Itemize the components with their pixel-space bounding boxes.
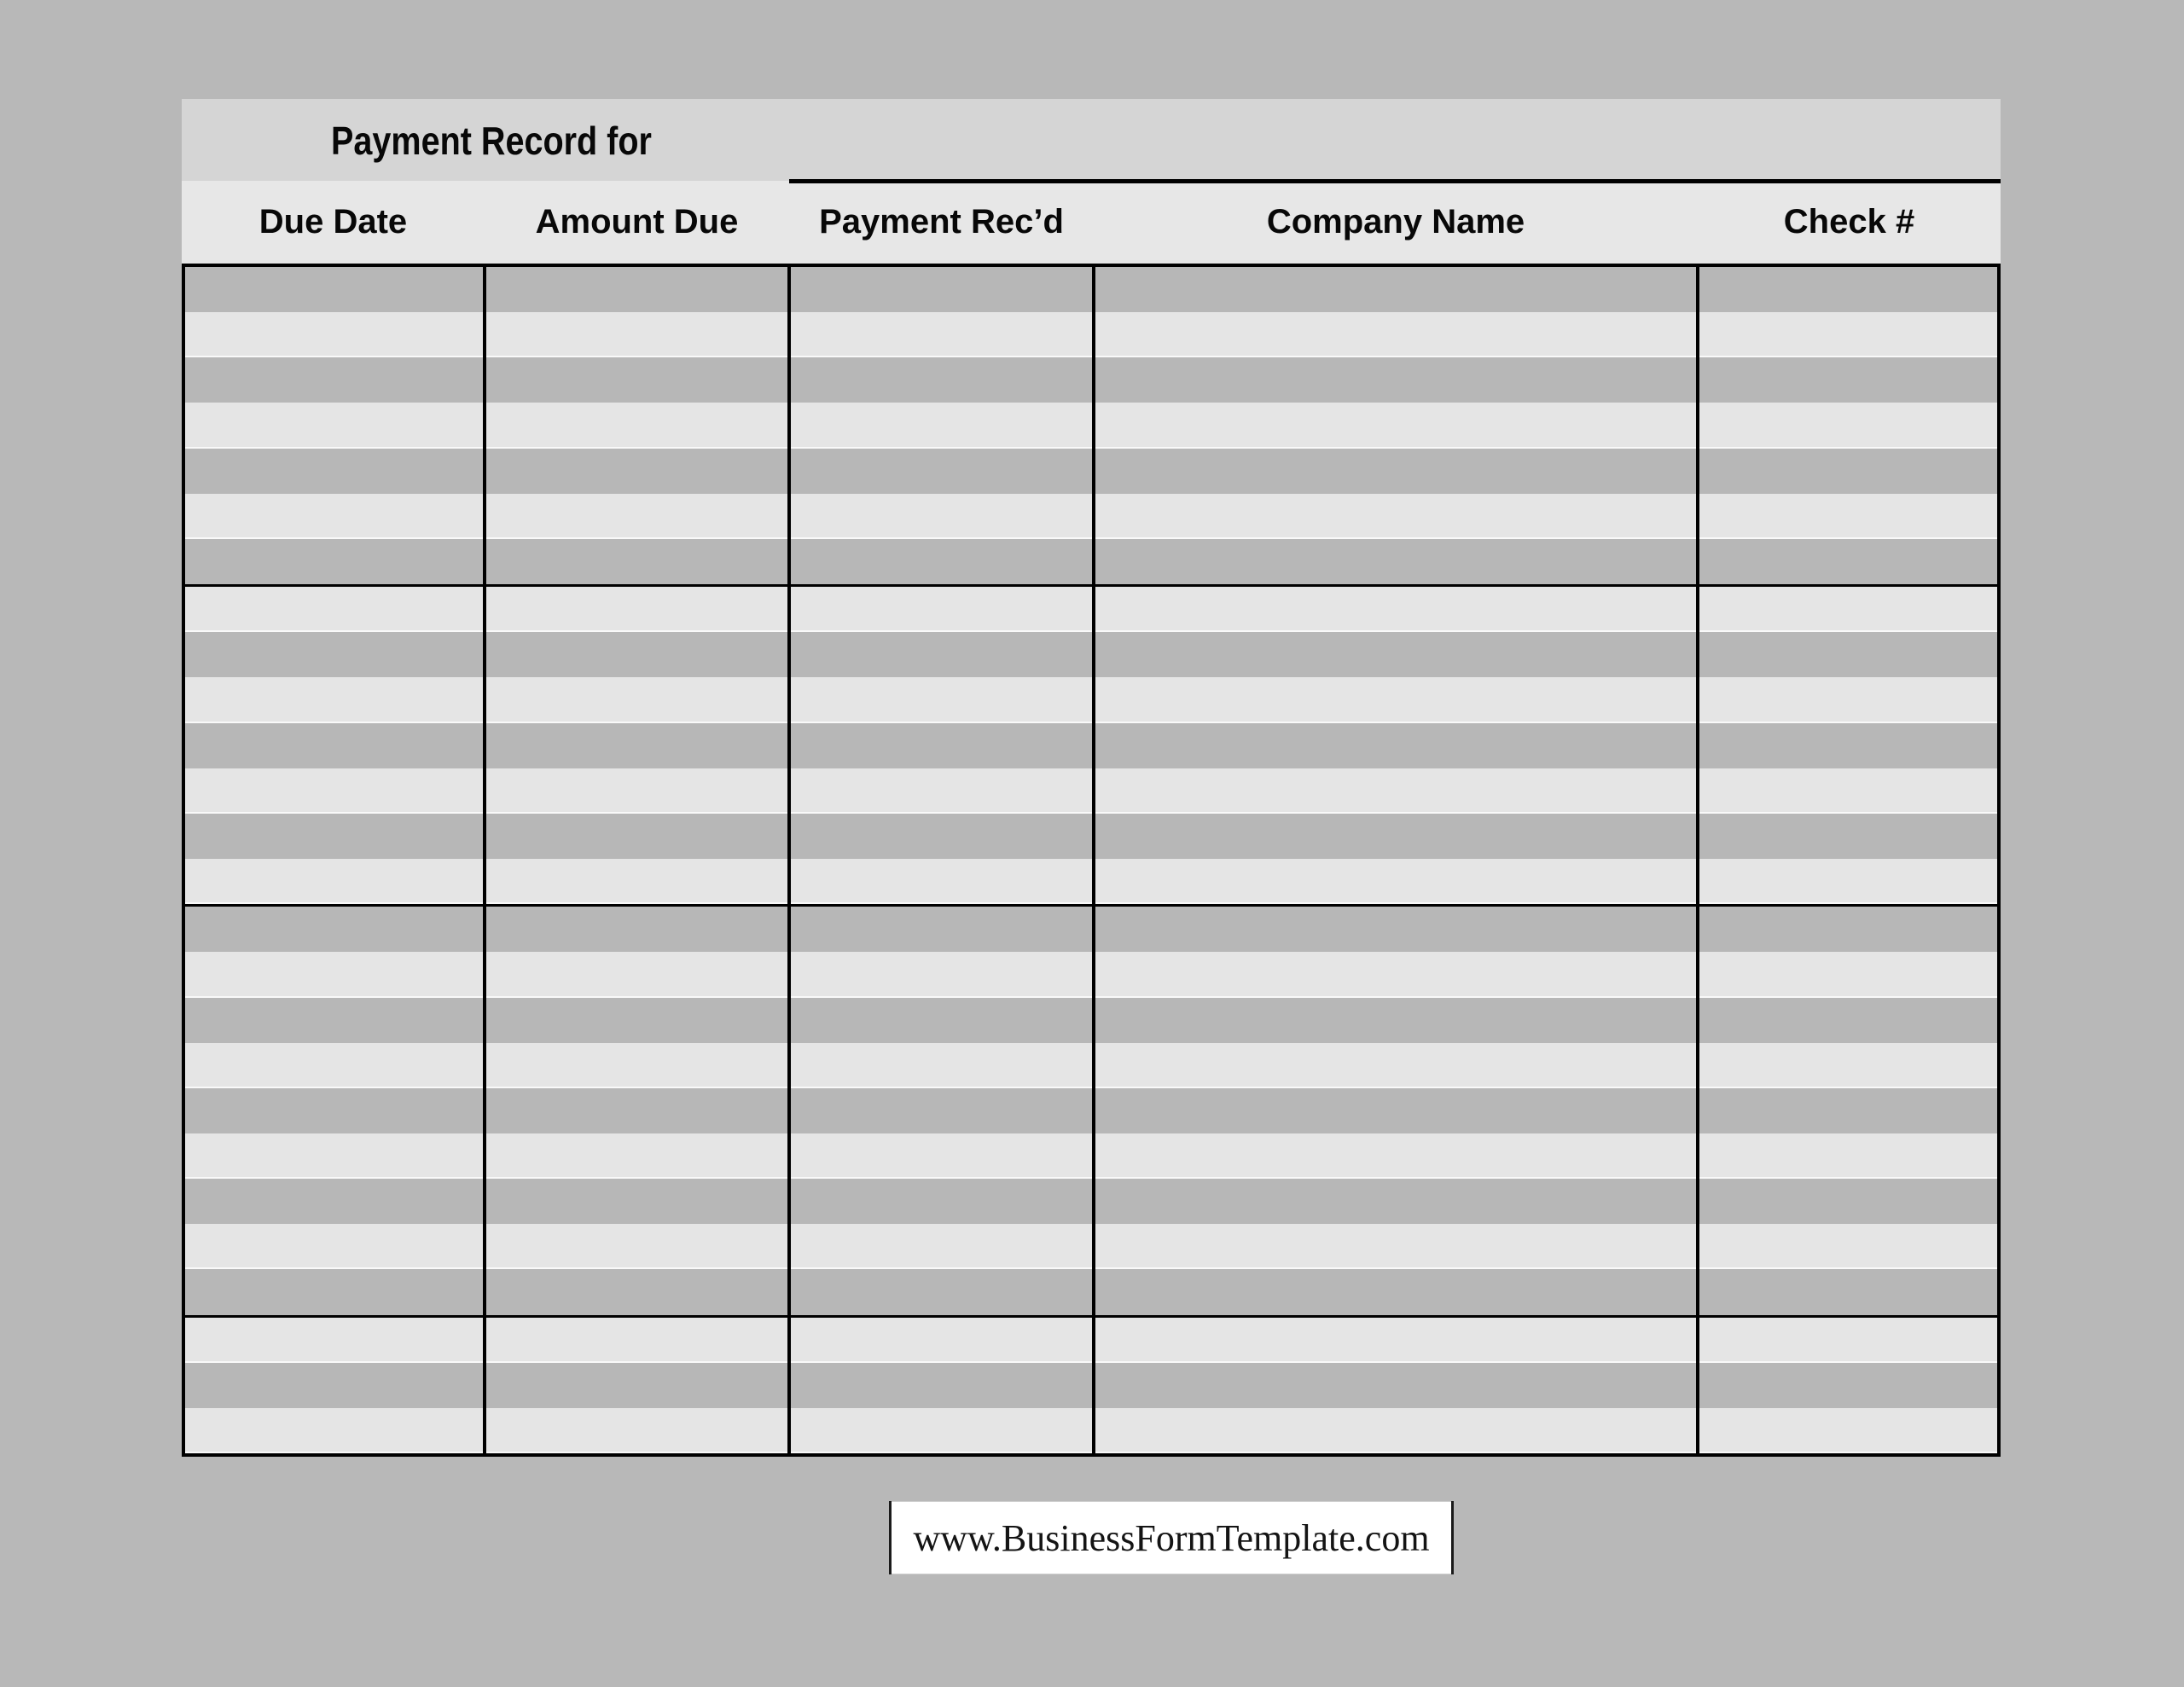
table-cell[interactable] [185, 1318, 486, 1363]
table-cell[interactable] [791, 814, 1095, 859]
table-row [185, 1224, 1997, 1269]
table-cell[interactable] [1095, 998, 1699, 1043]
table-cell[interactable] [185, 267, 486, 312]
table-cell[interactable] [486, 403, 791, 448]
table-row [185, 1315, 1997, 1363]
table-cell[interactable] [486, 1088, 791, 1133]
table-cell[interactable] [185, 677, 486, 722]
table-cell[interactable] [791, 723, 1095, 768]
table-cell[interactable] [1095, 1224, 1699, 1269]
table-row [185, 357, 1997, 403]
table-cell[interactable] [791, 952, 1095, 997]
column-header-check-number: Check # [1783, 203, 1915, 241]
table-cell[interactable] [791, 267, 1095, 312]
table-cell[interactable] [1095, 449, 1699, 494]
table-cell[interactable] [185, 1363, 486, 1408]
table-cell[interactable] [1699, 677, 1997, 722]
table-cell[interactable] [791, 587, 1095, 632]
table-cell[interactable] [791, 1363, 1095, 1408]
table-cell[interactable] [791, 1043, 1095, 1088]
table-cell[interactable] [486, 907, 791, 952]
column-divider [1696, 267, 1699, 1453]
table-row [185, 632, 1997, 677]
table-cell[interactable] [185, 1408, 486, 1453]
table-cell[interactable] [185, 1179, 486, 1224]
table-cell[interactable] [185, 723, 486, 768]
column-header-due-date: Due Date [258, 203, 408, 241]
table-cell[interactable] [1699, 267, 1997, 312]
table-cell[interactable] [486, 357, 791, 403]
table-cell[interactable] [185, 1224, 486, 1269]
table-cell[interactable] [486, 859, 791, 904]
table-cell[interactable] [185, 952, 486, 997]
table-cell[interactable] [1699, 539, 1997, 584]
table-cell[interactable] [1095, 907, 1699, 952]
table-cell[interactable] [791, 1269, 1095, 1314]
table-cell[interactable] [1699, 952, 1997, 997]
table-cell[interactable] [791, 907, 1095, 952]
column-header-company-name: Company Name [1266, 203, 1525, 241]
table-cell[interactable] [1095, 952, 1699, 997]
table-cell[interactable] [1699, 403, 1997, 448]
table-cell[interactable] [486, 1179, 791, 1224]
table-cell[interactable] [1699, 1043, 1997, 1088]
table-body [182, 264, 2001, 1457]
table-cell[interactable] [185, 632, 486, 677]
column-header-payment-recd: Payment Rec’d [819, 203, 1064, 241]
table-cell[interactable] [791, 768, 1095, 814]
table-row [185, 1088, 1997, 1133]
table-cell[interactable] [185, 998, 486, 1043]
table-cell[interactable] [791, 357, 1095, 403]
table-cell[interactable] [185, 859, 486, 904]
table-cell[interactable] [1095, 494, 1699, 539]
table-cell[interactable] [1699, 1224, 1997, 1269]
table-cell[interactable] [185, 1043, 486, 1088]
table-cell[interactable] [486, 587, 791, 632]
table-cell[interactable] [1095, 1408, 1699, 1453]
table-cell[interactable] [1095, 632, 1699, 677]
table-cell[interactable] [791, 1318, 1095, 1363]
table-cell[interactable] [185, 312, 486, 357]
table-cell[interactable] [185, 768, 486, 814]
title-band [182, 99, 2001, 181]
page-title: Payment Record for [331, 119, 652, 163]
table-cell[interactable] [1699, 1088, 1997, 1133]
table-cell[interactable] [1699, 1179, 1997, 1224]
table-row [185, 403, 1997, 448]
table-cell[interactable] [1095, 1088, 1699, 1133]
table-row [185, 1269, 1997, 1314]
table-row [185, 814, 1997, 859]
table-cell[interactable] [185, 494, 486, 539]
column-divider [1092, 267, 1095, 1453]
website-box [889, 1501, 1454, 1574]
table-cell[interactable] [791, 494, 1095, 539]
table-row [185, 1363, 1997, 1408]
table-row [185, 1043, 1997, 1088]
table-cell[interactable] [185, 1133, 486, 1179]
header-top-rule [789, 179, 2001, 183]
table-cell[interactable] [486, 449, 791, 494]
table-cell[interactable] [1699, 1269, 1997, 1314]
table-row [185, 1179, 1997, 1224]
table-cell[interactable] [1699, 587, 1997, 632]
table-cell[interactable] [486, 1318, 791, 1363]
table-row [185, 1133, 1997, 1179]
table-cell[interactable] [486, 1043, 791, 1088]
table-row [185, 494, 1997, 539]
table-cell[interactable] [791, 1224, 1095, 1269]
table-row [185, 952, 1997, 997]
table-cell[interactable] [486, 1363, 791, 1408]
column-divider [483, 267, 486, 1453]
table-cell[interactable] [185, 539, 486, 584]
table-cell[interactable] [486, 539, 791, 584]
table-cell[interactable] [791, 449, 1095, 494]
table-cell[interactable] [1095, 267, 1699, 312]
column-divider [787, 267, 791, 1453]
table-cell[interactable] [185, 403, 486, 448]
table-cell[interactable] [1699, 632, 1997, 677]
table-cell[interactable] [1699, 998, 1997, 1043]
website-url: www.BusinessFormTemplate.com [913, 1516, 1430, 1559]
table-row [185, 267, 1997, 312]
table-cell[interactable] [486, 1133, 791, 1179]
table-cell[interactable] [1095, 1133, 1699, 1179]
table-cell[interactable] [486, 1224, 791, 1269]
table-cell[interactable] [486, 952, 791, 997]
table-cell[interactable] [1095, 1363, 1699, 1408]
table-cell[interactable] [486, 723, 791, 768]
table-row [185, 998, 1997, 1043]
table-cell[interactable] [486, 768, 791, 814]
table-cell[interactable] [1095, 1179, 1699, 1224]
table-cell[interactable] [1095, 403, 1699, 448]
table-cell[interactable] [791, 632, 1095, 677]
table-row [185, 677, 1997, 722]
table-header-row [182, 181, 2001, 264]
table-cell[interactable] [1699, 859, 1997, 904]
table-cell[interactable] [791, 1088, 1095, 1133]
table-cell[interactable] [1095, 587, 1699, 632]
table-row [185, 312, 1997, 357]
table-cell[interactable] [791, 312, 1095, 357]
table-cell[interactable] [1095, 814, 1699, 859]
table-cell[interactable] [185, 449, 486, 494]
table-cell[interactable] [1095, 357, 1699, 403]
table-cell[interactable] [1095, 1318, 1699, 1363]
table-row [185, 904, 1997, 952]
table-cell[interactable] [1095, 768, 1699, 814]
table-cell[interactable] [486, 267, 791, 312]
table-cell[interactable] [486, 1408, 791, 1453]
table-row [185, 1408, 1997, 1453]
table-cell[interactable] [791, 998, 1095, 1043]
table-cell[interactable] [1699, 494, 1997, 539]
table-row [185, 723, 1997, 768]
table-cell[interactable] [486, 632, 791, 677]
table-row [185, 449, 1997, 494]
table-cell[interactable] [791, 677, 1095, 722]
table-cell[interactable] [1699, 814, 1997, 859]
table-cell[interactable] [1095, 539, 1699, 584]
table-cell[interactable] [1699, 907, 1997, 952]
table-cell[interactable] [791, 1408, 1095, 1453]
table-cell[interactable] [1699, 312, 1997, 357]
table-cell[interactable] [791, 403, 1095, 448]
table-cell[interactable] [791, 1133, 1095, 1179]
table-cell[interactable] [1095, 1269, 1699, 1314]
table-cell[interactable] [791, 859, 1095, 904]
table-cell[interactable] [1095, 723, 1699, 768]
table-row [185, 539, 1997, 584]
column-header-amount-due: Amount Due [535, 203, 739, 241]
table-cell[interactable] [1699, 1363, 1997, 1408]
table-cell[interactable] [1699, 768, 1997, 814]
table-cell[interactable] [185, 814, 486, 859]
table-cell[interactable] [185, 587, 486, 632]
table-cell[interactable] [1095, 859, 1699, 904]
table-cell[interactable] [1699, 357, 1997, 403]
table-row [185, 768, 1997, 814]
table-row [185, 584, 1997, 632]
table-cell[interactable] [1699, 449, 1997, 494]
table-cell[interactable] [185, 1269, 486, 1314]
table-cell[interactable] [1095, 677, 1699, 722]
table-cell[interactable] [185, 357, 486, 403]
table-cell[interactable] [791, 539, 1095, 584]
table-cell[interactable] [486, 814, 791, 859]
table-cell[interactable] [791, 1179, 1095, 1224]
table-row [185, 859, 1997, 904]
table-cell[interactable] [1699, 723, 1997, 768]
table-cell[interactable] [185, 907, 486, 952]
table-cell[interactable] [1699, 1133, 1997, 1179]
table-cell[interactable] [185, 1088, 486, 1133]
table-cell[interactable] [486, 998, 791, 1043]
table-cell[interactable] [486, 494, 791, 539]
table-cell[interactable] [1095, 312, 1699, 357]
table-cell[interactable] [1699, 1318, 1997, 1363]
table-cell[interactable] [1699, 1408, 1997, 1453]
table-cell[interactable] [486, 312, 791, 357]
table-cell[interactable] [1095, 1043, 1699, 1088]
table-cell[interactable] [486, 677, 791, 722]
table-cell[interactable] [486, 1269, 791, 1314]
